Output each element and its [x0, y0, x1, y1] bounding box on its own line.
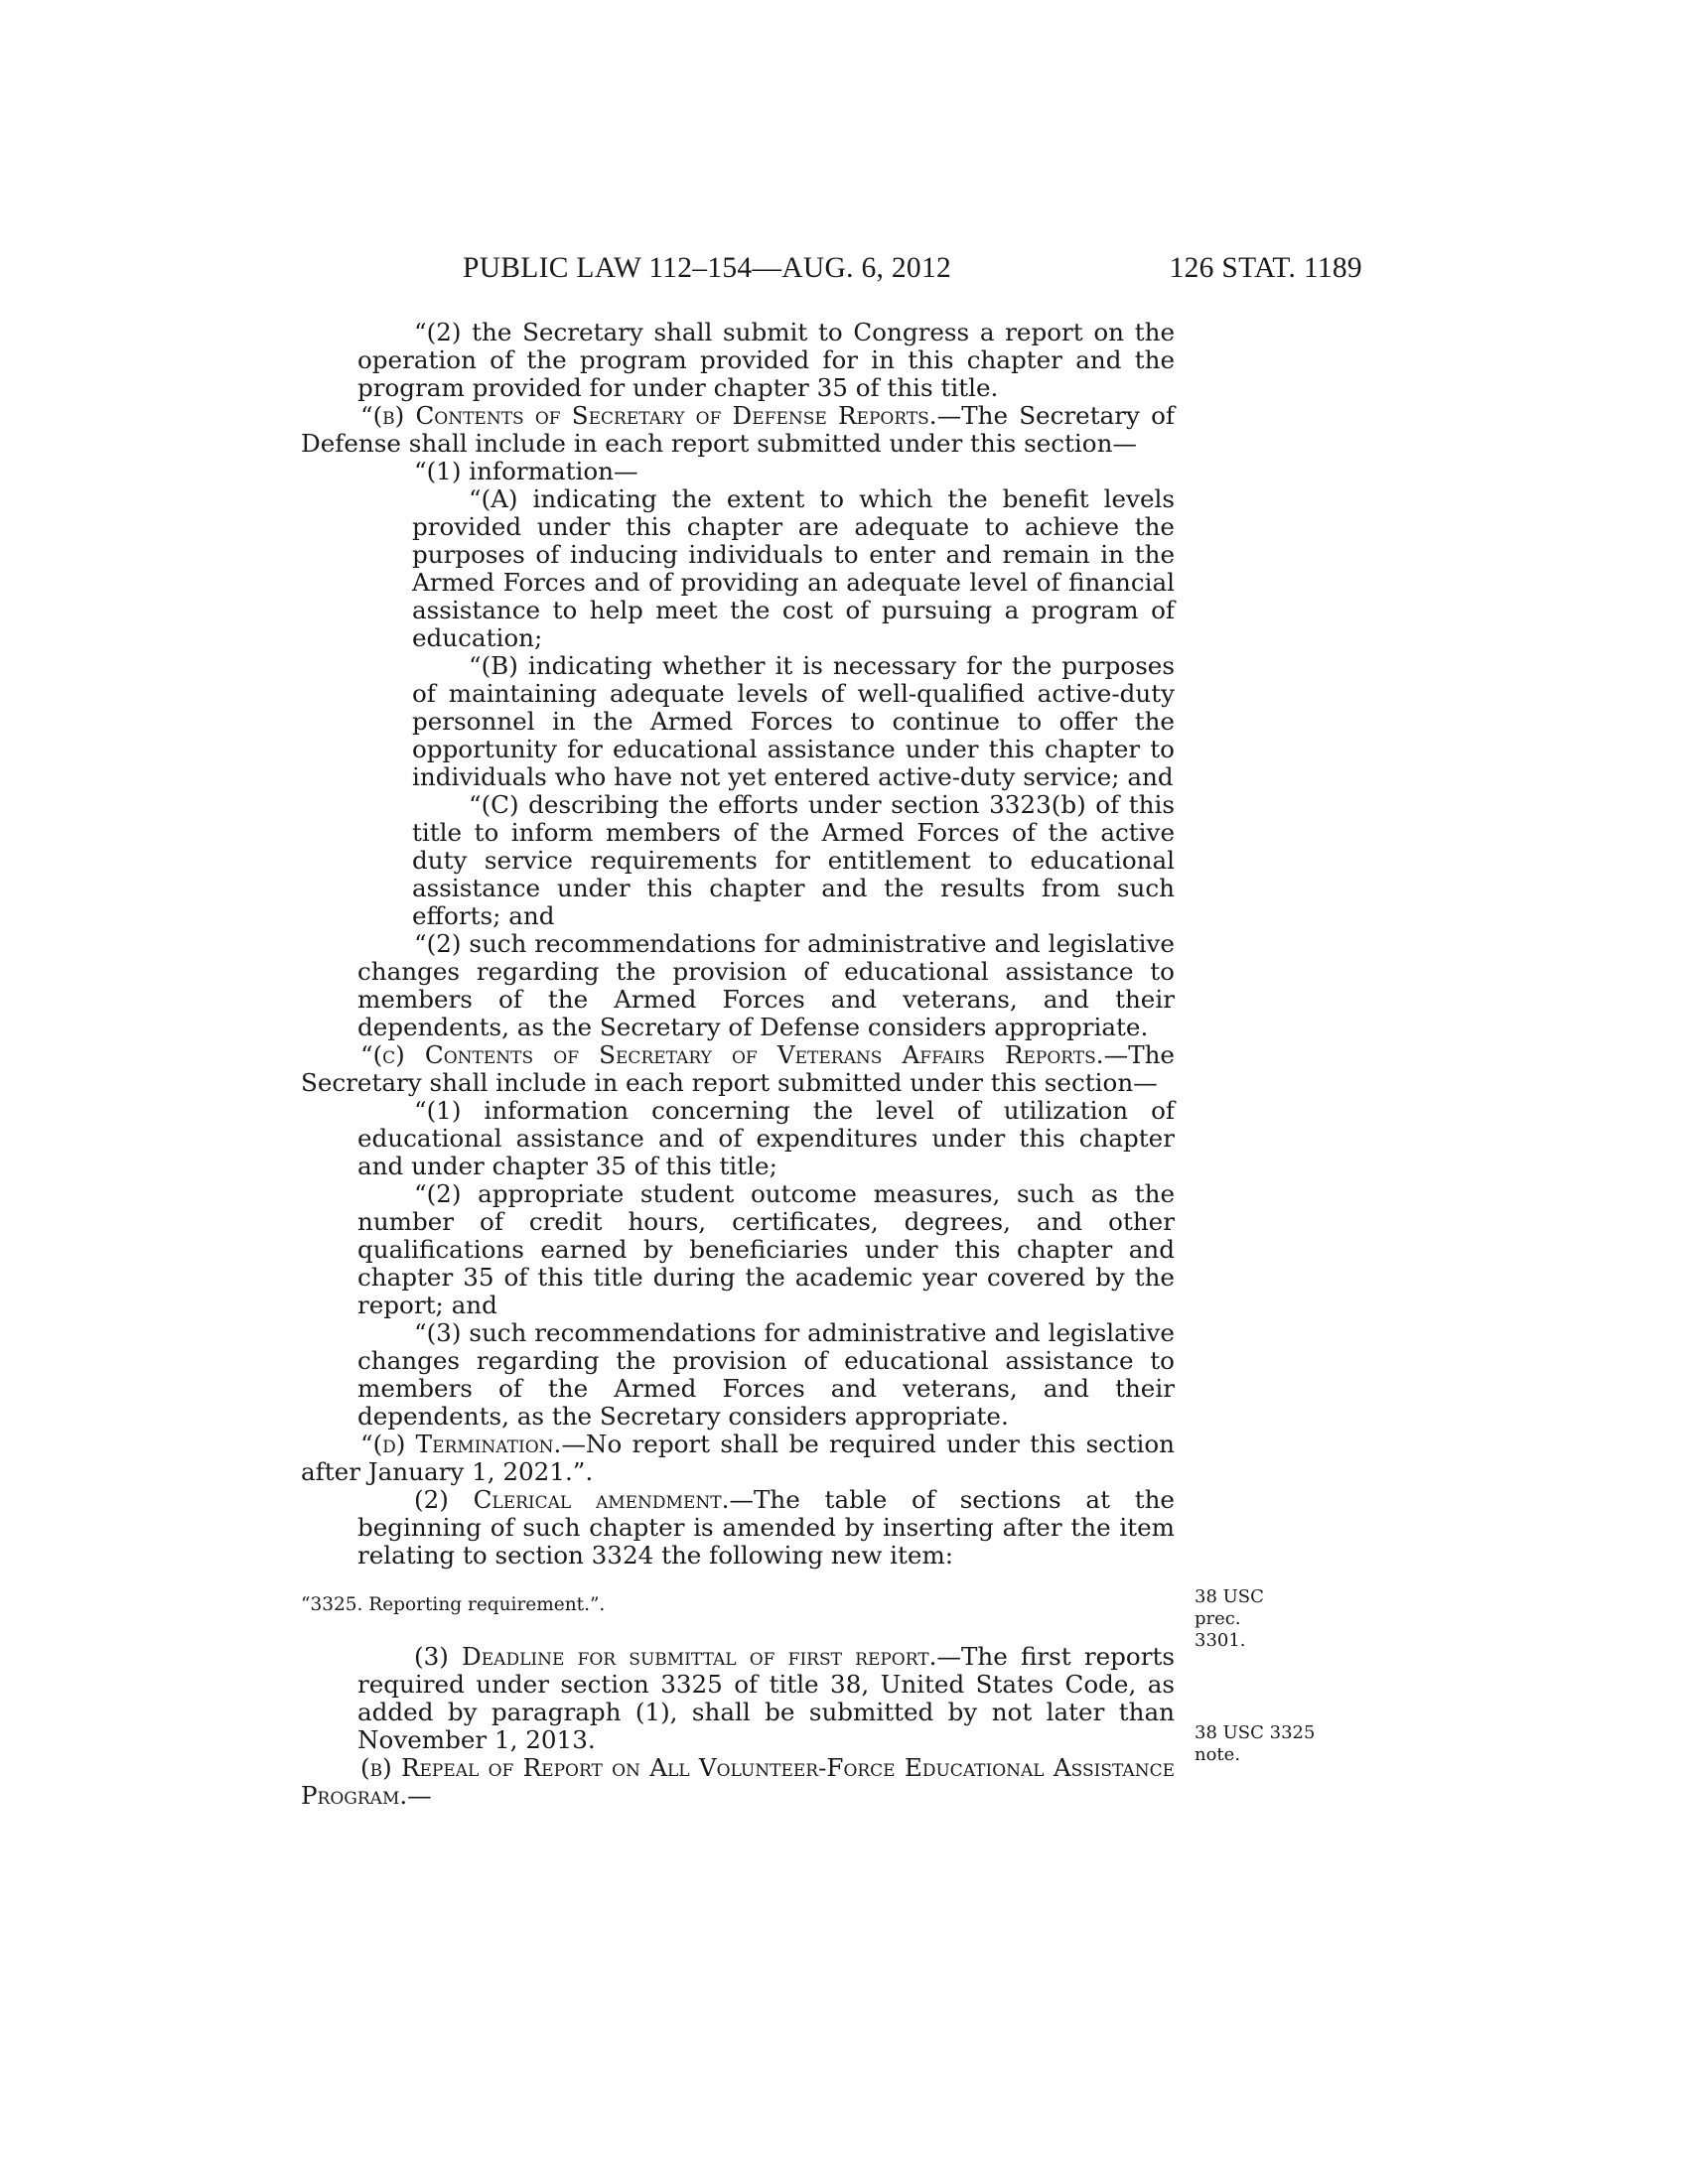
page-body — [301, 319, 1175, 1810]
subsection-c — [301, 1041, 1175, 1097]
header-page-number: 126 STAT. 1189 — [1169, 252, 1362, 284]
paragraph-c1: “(1) information concerning the level of utilization of educational assistance and of expenditures under this chapter and under chapter 35 of this title; — [357, 1096, 1175, 1180]
subsection-d-text: —No report shall be required under this section after January 1, 2021.”. — [301, 1430, 1175, 1486]
repeal-subsection — [301, 1754, 1175, 1810]
repeal-heading: (b) Repeal of Report on All Volunteer-Force Educational Assistance Program. — [301, 1753, 1175, 1810]
clerical-amendment — [301, 1486, 1175, 1570]
new-table-item: “3325. Reporting requirement.”. — [301, 1594, 606, 1615]
deadline-text: —The first reports required under section 3325 of title 38, United States Code, as added by paragraph (1), shall be submitted by not later than November 1, 2013. — [357, 1642, 1175, 1754]
subsection-b-heading: “(b) Contents of Secretary of Defense Reports. — [360, 401, 937, 430]
margin-note-38-usc-3325: 38 USC 3325 note. — [1195, 1722, 1316, 1765]
paragraph-b1: “(1) information— — [414, 457, 638, 485]
subsection-c-text: —The Secretary shall include in each report submitted under this section— — [301, 1040, 1175, 1097]
deadline-paragraph — [301, 1643, 1175, 1754]
subsection-c-heading: “(c) Contents of Secretary of Veterans Affairs Reports. — [360, 1040, 1104, 1069]
subsection-b — [301, 402, 1175, 458]
header-citation: PUBLIC LAW 112–154—AUG. 6, 2012 — [463, 252, 952, 284]
subsection-d-heading: “(d) Termination. — [360, 1430, 562, 1458]
paragraph-b2: “(2) such recommendations for administrative and legislative changes regarding the provision of educational assistance to members of the Armed Forces and veterans, and their dependents, as the Secretary of Defense considers appropriate. — [357, 929, 1175, 1041]
repeal-text: — — [407, 1781, 432, 1810]
subsection-d — [301, 1431, 1175, 1486]
paragraph-c2: “(2) appropriate student outcome measures, such as the number of credit hours, certificates, degrees, and other qualifications earned by beneficiaries under this chapter and chapter 35 of this title during the academic year covered by the report; and — [357, 1179, 1175, 1319]
paragraph-a2: “(2) the Secretary shall submit to Congress a report on the operation of the program provided for in this chapter and the program provided for under chapter 35 of this title. — [357, 318, 1175, 402]
subsection-b-text: —The Secretary of Defense shall include in each report submitted under this section— — [301, 401, 1175, 458]
deadline-heading: (3) Deadline for submittal of first report. — [414, 1642, 937, 1671]
margin-note-38-usc-prec: 38 USC prec. 3301. — [1195, 1586, 1264, 1651]
clause-b1A: “(A) indicating the extent to which the benefit levels provided under this chapter are adequate to achieve the purposes of inducing individuals to enter and remain in the Armed Forces and of providing an adequate level of financial assistance to help meet the cost of pursuing a program of education; — [412, 484, 1175, 652]
paragraph-c3: “(3) such recommendations for administrative and legislative changes regarding the provision of educational assistance to members of the Armed Forces and veterans, and their dependents, as the Secretary considers appropriate. — [357, 1318, 1175, 1431]
clause-b1C: “(C) describing the efforts under section 3323(b) of this title to inform members of the Armed Forces of the active duty service requirements for entitlement to educational assistance under this chapter and the results from such efforts; and — [412, 790, 1175, 930]
clause-b1B: “(B) indicating whether it is necessary for the purposes of maintaining adequate levels of well-qualified active-duty personnel in the Armed Forces to continue to offer the opportunity for educational assistance under this chapter to individuals who have not yet entered active-duty service; and — [412, 651, 1175, 791]
clerical-amendment-text: —The table of sections at the beginning of such chapter is amended by inserting after the item relating to section 3324 the following new item: — [357, 1485, 1175, 1570]
running-header — [463, 252, 1362, 292]
clerical-amendment-heading: (2) Clerical amendment. — [414, 1485, 730, 1514]
